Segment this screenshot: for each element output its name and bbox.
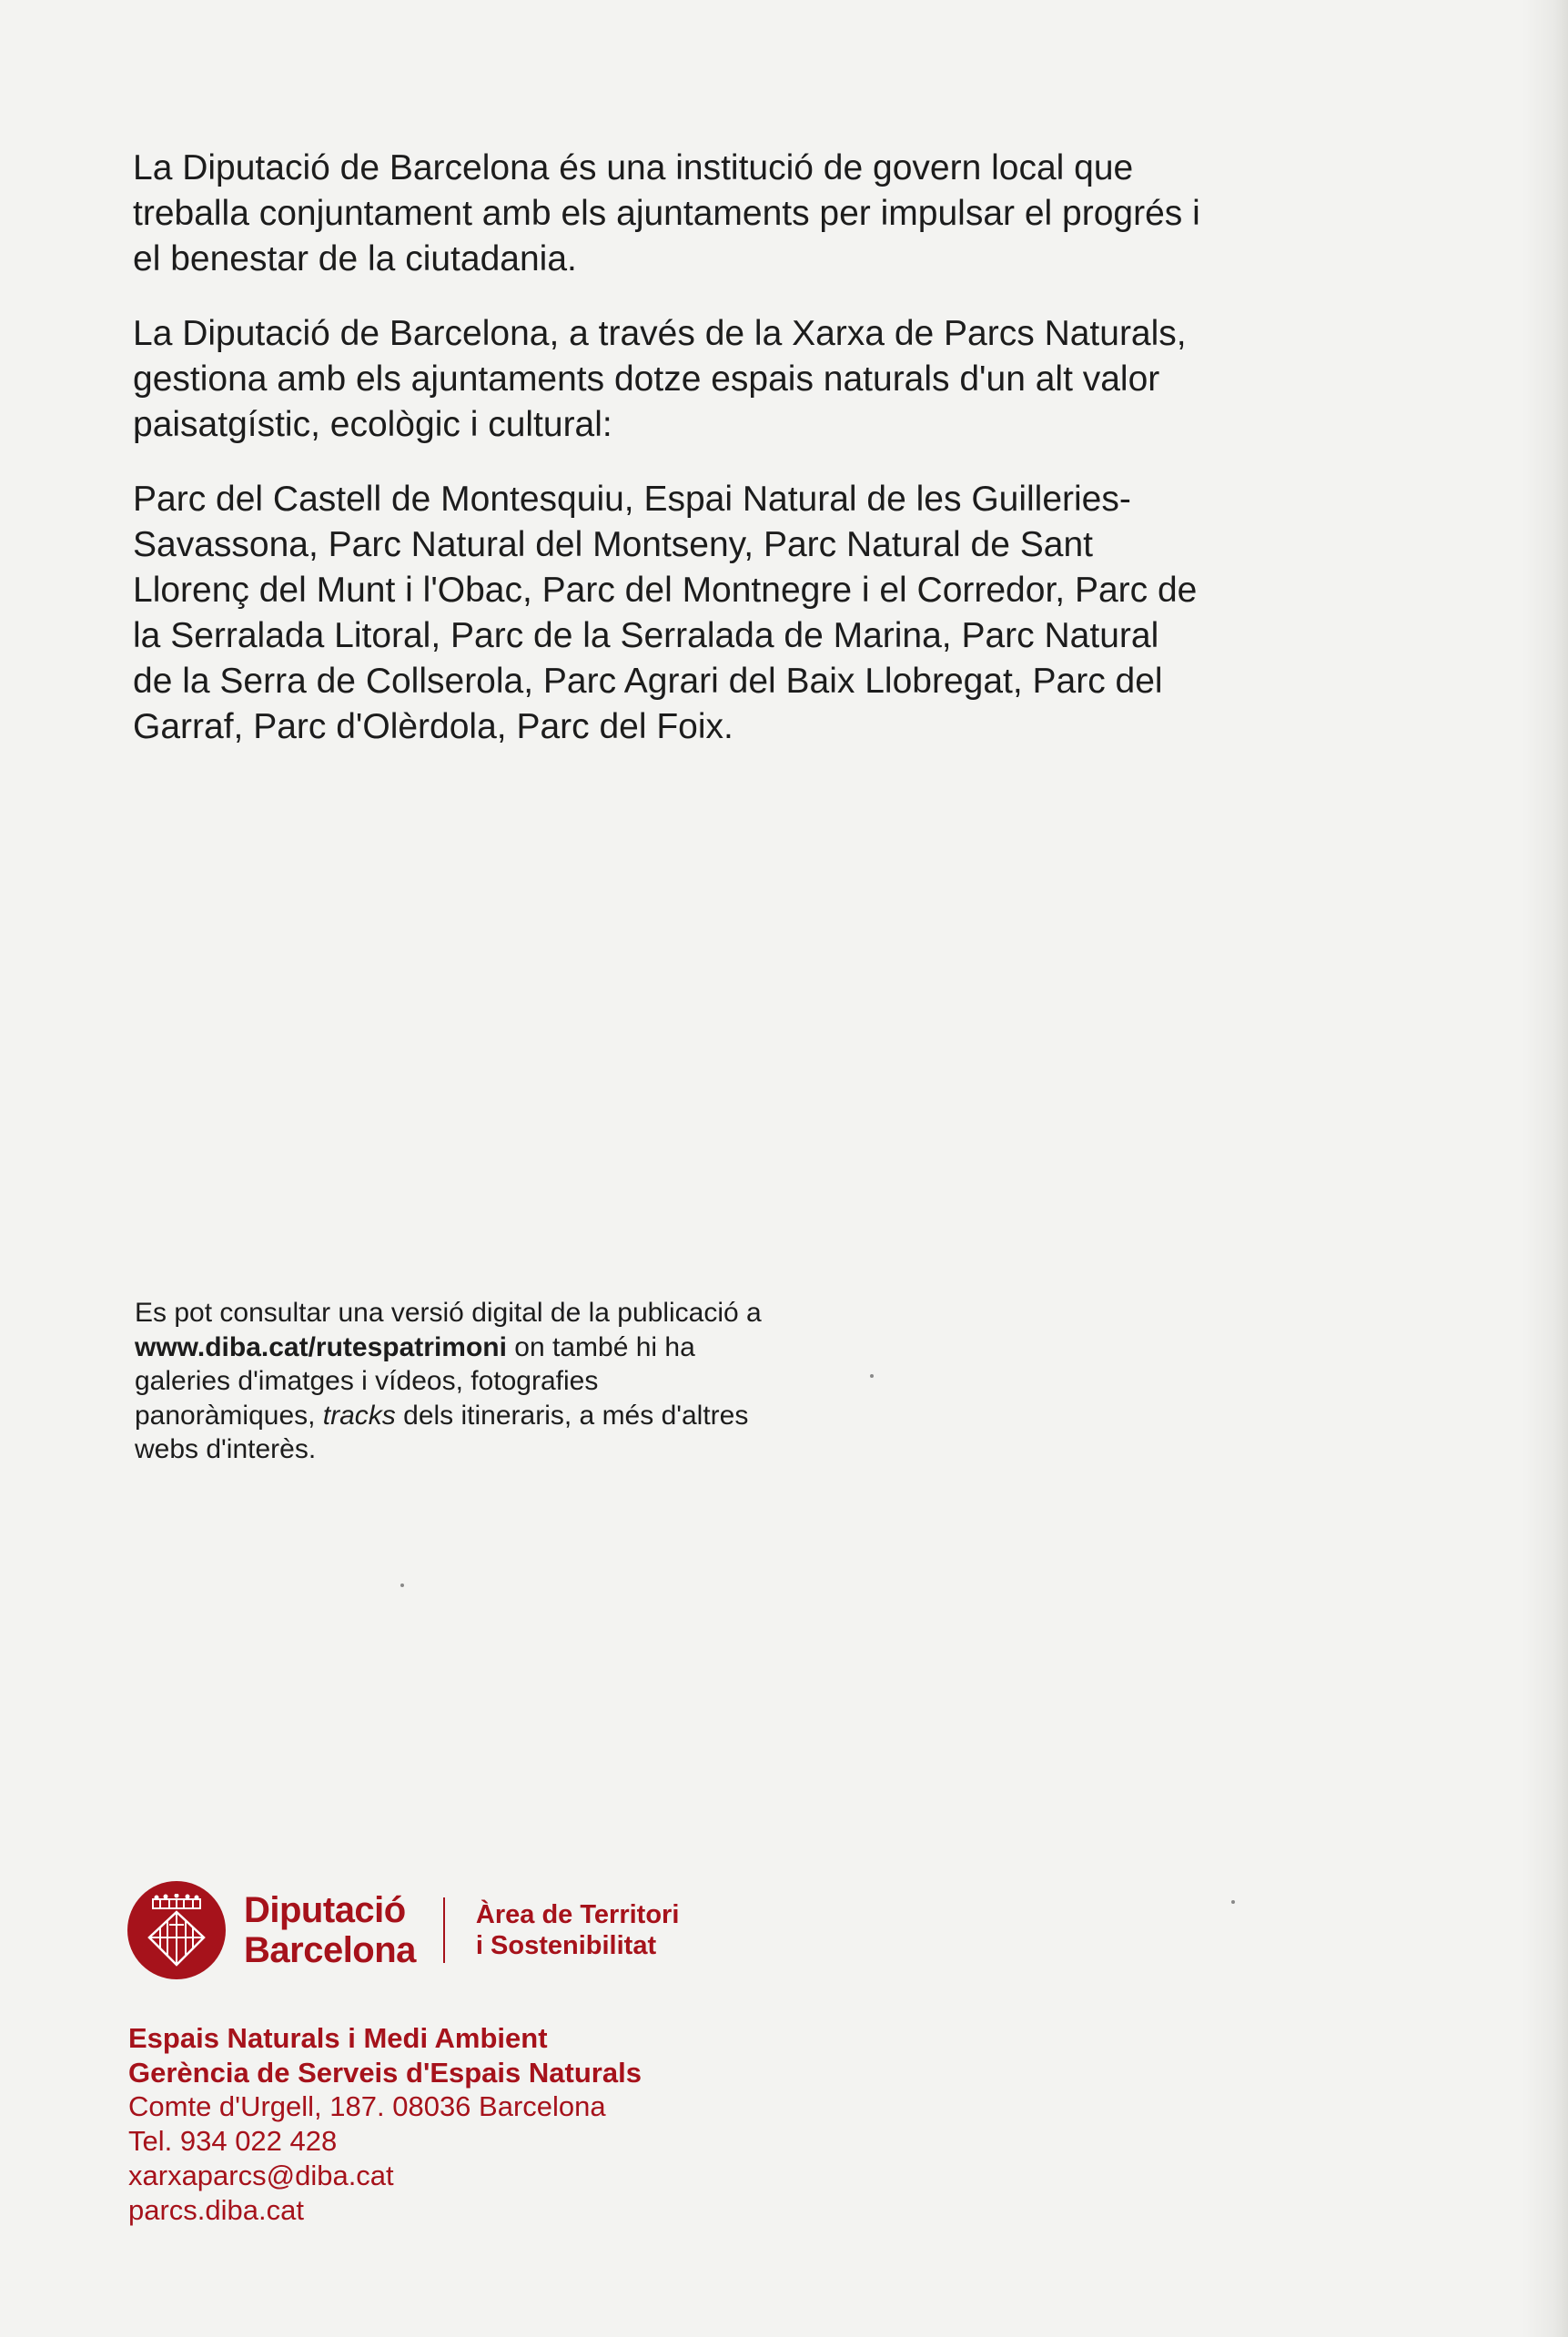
- logo-divider: [443, 1897, 445, 1963]
- brand-line-1: Diputació: [244, 1890, 406, 1930]
- coat-of-arms-seal-icon: [127, 1881, 226, 1979]
- intro-text: [133, 146, 1207, 779]
- digital-version-note: [135, 1296, 772, 1467]
- note-text-start: Es pot consultar una versió digital de la publicació a: [135, 1298, 762, 1328]
- publication-link[interactable]: www.diba.cat/rutespatrimoni: [135, 1331, 507, 1362]
- paper-speck: [870, 1374, 874, 1378]
- note-text-end: dels itineraris, a més d'altres webs d'interès.: [135, 1400, 749, 1464]
- brand-line-2: Barcelona: [244, 1930, 416, 1970]
- paper-speck: [1231, 1900, 1235, 1904]
- area-name: [476, 1899, 679, 1961]
- page-edge-shadow: [1522, 0, 1568, 2337]
- intro-paragraph-parks-list: Parc del Castell de Montesquiu, Espai Natural de les Guilleries-Savassona, Parc Natural del Montseny, Parc Natural de Sant Llorenç del Munt i l'Obac, Parc del Montnegre i el Corredor, Parc de la Serralada Litoral, Parc de la Serralada de Marina, Parc Natural de la Serra de Collserola, Parc Agrari del Baix Llobregat, Parc del Garraf, Parc d'Olèrdola, Parc del Foix.: [133, 480, 1198, 746]
- contact-address: Comte d'Urgell, 187. 08036 Barcelona: [128, 2090, 606, 2123]
- contact-phone: Tel. 934 022 428: [128, 2125, 338, 2158]
- diputacio-logo: [127, 1880, 679, 1980]
- intro-paragraph-institution: La Diputació de Barcelona és una institució de govern local que treballa conjuntament amb els ajuntaments per impulsar el progrés i el benestar de la ciutadania.: [133, 148, 1200, 278]
- contact-department: Espais Naturals i Medi Ambient: [128, 2022, 548, 2054]
- area-line-1: Àrea de Territori: [475, 1900, 680, 1929]
- note-italic-tracks: tracks: [322, 1400, 396, 1431]
- note-text-middle: on també hi ha galeries d'imatges i vídeos, fotografies panoràmiques,: [135, 1331, 695, 1431]
- contact-management: Gerència de Serveis d'Espais Naturals: [128, 2056, 642, 2089]
- contact-website[interactable]: parcs.diba.cat: [128, 2193, 304, 2226]
- brand-name: [244, 1890, 416, 1970]
- intro-paragraph-network: La Diputació de Barcelona, a través de la Xarxa de Parcs Naturals, gestiona amb els ajuntaments dotze espais naturals d'un alt valor paisatgístic, ecològic i cultural:: [133, 314, 1187, 444]
- paper-speck: [400, 1583, 404, 1587]
- area-line-2: i Sostenibilitat: [475, 1931, 657, 1960]
- contact-email[interactable]: xarxaparcs@diba.cat: [128, 2159, 394, 2191]
- contact-block: [128, 2021, 642, 2227]
